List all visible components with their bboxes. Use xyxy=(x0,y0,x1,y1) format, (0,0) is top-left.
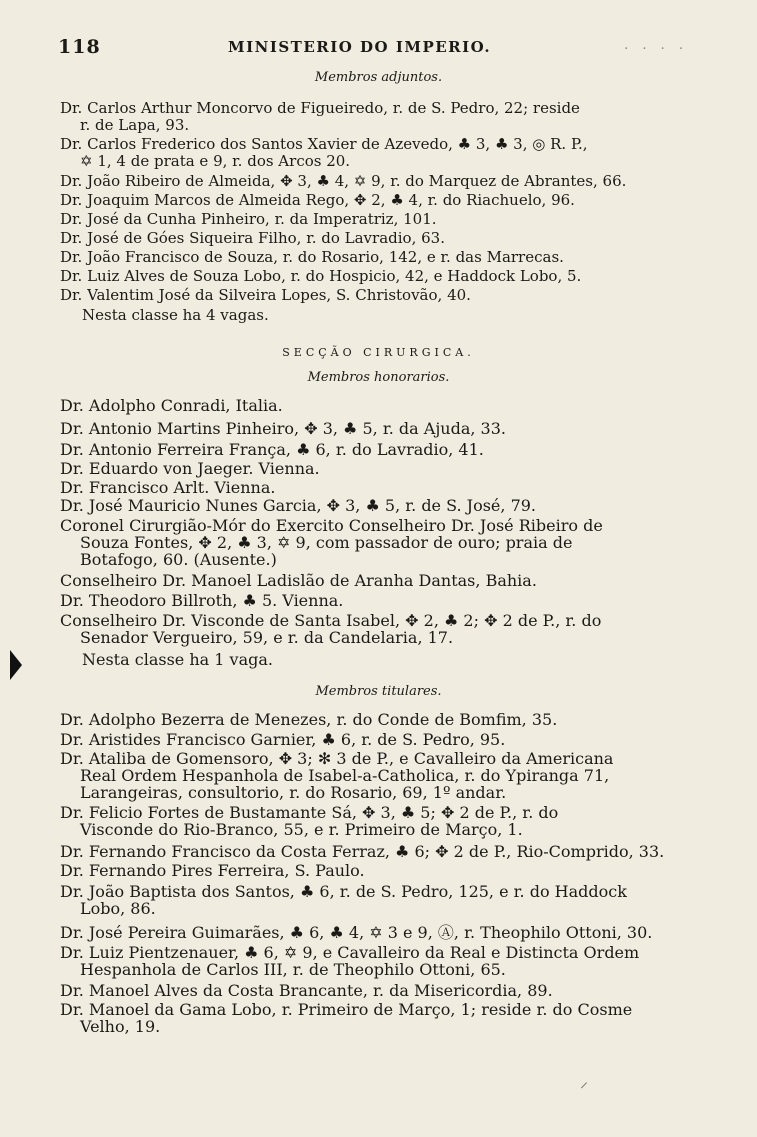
list-item: Dr. Adolpho Bezerra de Menezes, r. do Conde de Bomfim, 35. xyxy=(60,710,558,729)
list-item: Dr. Adolpho Conradi, Italia. xyxy=(60,396,283,415)
list-item: Dr. Luiz Alves de Souza Lobo, r. do Hospicio, 42, e Haddock Lobo, 5. xyxy=(60,267,582,285)
list-item: Dr. Eduardo von Jaeger. Vienna. xyxy=(60,459,320,478)
list-item: Dr. João Ribeiro de Almeida, ✥ 3, ♣ 4, ✡ 9, r. do Marquez de Abrantes, 66. xyxy=(60,172,627,190)
header-mark: . . . . xyxy=(624,38,688,53)
adjuntos-vacancies: Nesta classe ha 4 vagas. xyxy=(82,306,269,324)
list-item: Dr. Francisco Arlt. Vienna. xyxy=(60,478,276,497)
list-item: Dr. Antonio Ferreira França, ♣ 6, r. do Lavradio, 41. xyxy=(60,440,484,459)
list-item: Dr. Carlos Arthur Moncorvo de Figueiredo, r. de S. Pedro, 22; reside r. de Lapa, 93. xyxy=(60,99,580,134)
list-item: Dr. José Pereira Guimarães, ♣ 6, ♣ 4, ✡ 3 e 9, Ⓐ, r. Theophilo Ottoni, 30. xyxy=(60,923,653,942)
list-item: Dr. Theodoro Billroth, ♣ 5. Vienna. xyxy=(60,591,344,610)
list-item: Dr. Felicio Fortes de Bustamante Sá, ✥ 3, ♣ 5; ✥ 2 de P., r. do Visconde do Rio-Branco, 55, e r. Primeiro de Março, 1. xyxy=(60,803,559,839)
list-item: Dr. Aristides Francisco Garnier, ♣ 6, r. de S. Pedro, 95. xyxy=(60,730,506,749)
list-item: Dr. João Francisco de Souza, r. do Rosario, 142, e r. das Marrecas. xyxy=(60,248,564,266)
list-item: Dr. Ataliba de Gomensoro, ✥ 3; ✻ 3 de P., e Cavalleiro da Americana Real Ordem Hespanhola de Isabel-a-Catholica, r. do Ypiranga 71, Larangeiras, consultorio, r. do Rosario, 69, 1º andar. xyxy=(60,749,614,802)
list-item: Conselheiro Dr. Visconde de Santa Isabel, ✥ 2, ♣ 2; ✥ 2 de P., r. do Senador Vergueiro, 59, e r. da Candelaria, 17. xyxy=(60,611,602,647)
margin-tab-marker xyxy=(10,650,22,680)
list-item: Dr. Valentim José da Silveira Lopes, S. Christovão, 40. xyxy=(60,286,471,304)
list-item: Dr. Fernando Francisco da Costa Ferraz, ♣ 6; ✥ 2 de P., Rio-Comprido, 33. xyxy=(60,842,665,861)
honorarios-heading: Membros honorarios. xyxy=(307,370,450,385)
honorarios-vacancies: Nesta classe ha 1 vaga. xyxy=(82,650,273,669)
page-number: 118 xyxy=(58,36,101,58)
titulares-heading: Membros titulares. xyxy=(315,684,442,699)
list-item: Dr. Antonio Martins Pinheiro, ✥ 3, ♣ 5, r. da Ajuda, 33. xyxy=(60,419,506,438)
list-item: Dr. Luiz Pientzenauer, ♣ 6, ✡ 9, e Cavalleiro da Real e Distincta Ordem Hespanhola de Carlos III, r. de Theophilo Ottoni, 65. xyxy=(60,943,640,979)
adjuntos-heading: Membros adjuntos. xyxy=(314,70,443,85)
list-item: Dr. José da Cunha Pinheiro, r. da Imperatriz, 101. xyxy=(60,210,437,228)
list-item: Dr. Manoel Alves da Costa Brancante, r. da Misericordia, 89. xyxy=(60,981,553,1000)
section-title: SECÇÃO CIRURGICA. xyxy=(282,346,475,359)
list-item: Dr. Fernando Pires Ferreira, S. Paulo. xyxy=(60,861,365,880)
list-item: Dr. Manoel da Gama Lobo, r. Primeiro de Março, 1; reside r. do Cosme Velho, 19. xyxy=(60,1000,633,1036)
list-item: Dr. José Mauricio Nunes Garcia, ✥ 3, ♣ 5, r. de S. José, 79. xyxy=(60,496,537,515)
list-item: Conselheiro Dr. Manoel Ladislão de Aranha Dantas, Bahia. xyxy=(60,571,537,590)
page-header xyxy=(58,36,688,60)
list-item: Dr. José de Góes Siqueira Filho, r. do Lavradio, 63. xyxy=(60,229,445,247)
list-item: Dr. João Baptista dos Santos, ♣ 6, r. de S. Pedro, 125, e r. do Haddock Lobo, 86. xyxy=(60,882,627,918)
list-item: Dr. Carlos Frederico dos Santos Xavier de Azevedo, ♣ 3, ♣ 3, ◎ R. P., ✡ 1, 4 de prata e 9, r. dos Arcos 20. xyxy=(60,135,588,170)
list-item: Coronel Cirurgião-Mór do Exercito Conselheiro Dr. José Ribeiro de Souza Fontes, ✥ 2, ♣ 3, ✡ 9, com passador de ouro; praia de Botafogo, 60. (Ausente.) xyxy=(60,516,603,569)
running-title: MINISTERIO DO IMPERIO. xyxy=(228,38,492,56)
margin-pencil-mark: ⸝ xyxy=(580,1072,589,1091)
list-item: Dr. Joaquim Marcos de Almeida Rego, ✥ 2, ♣ 4, r. do Riachuelo, 96. xyxy=(60,191,575,209)
